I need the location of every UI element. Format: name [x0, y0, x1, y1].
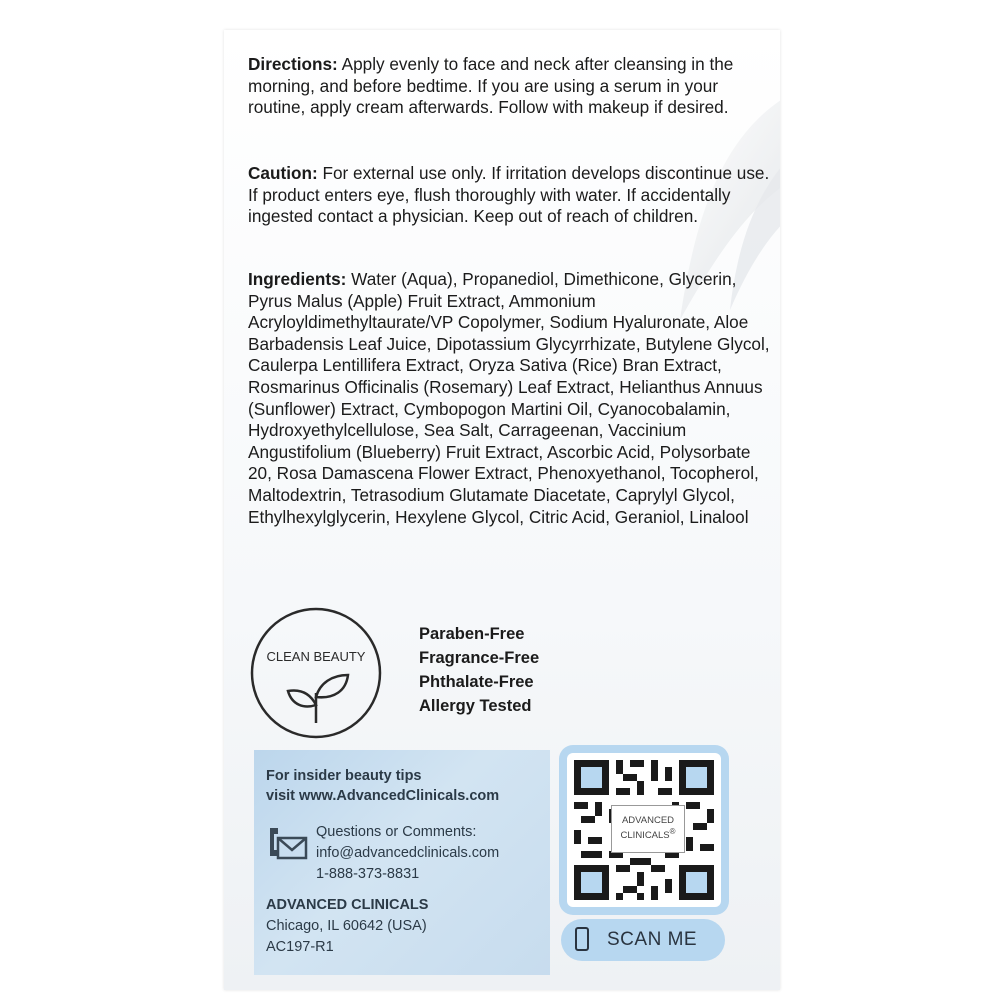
- directions-text: Apply evenly to face and neck after cleansing in the morning, and before bedtime. If you are using a serum in your routine, apply cream afterwards. Follow with makeup if desired.: [248, 54, 734, 118]
- directions-label: Directions:: [248, 54, 338, 74]
- directions-section: [248, 54, 778, 119]
- ingredients-section: [248, 269, 778, 528]
- clean-beauty-badge: [248, 605, 384, 741]
- product-panel: [224, 30, 780, 990]
- qr-code[interactable]: [567, 753, 721, 907]
- qr-code-frame[interactable]: [559, 745, 729, 915]
- claims-list: [419, 622, 539, 718]
- scan-me-button[interactable]: [561, 919, 725, 961]
- claim-fragrance-free: Fragrance-Free: [419, 649, 540, 667]
- caution-section: [248, 163, 778, 228]
- questions-label: Questions or Comments:: [316, 824, 477, 840]
- company-address: Chicago, IL 60642 (USA): [266, 918, 427, 934]
- caution-text: For external use only. If irritation develops discontinue use. If product enters eye, flush thoroughly with water. If accidentally ingested contact a physician. Keep out of reach of children.: [248, 163, 770, 227]
- scan-me-label: SCAN ME: [607, 929, 698, 950]
- badge-text: CLEAN BEAUTY: [266, 649, 366, 664]
- sprout-icon: [248, 605, 384, 741]
- phone-mail-icon: [264, 822, 310, 864]
- tips-line-2: visit www.AdvancedClinicals.com: [266, 788, 500, 804]
- registered-mark: ®: [669, 827, 676, 836]
- claim-paraben-free: Paraben-Free: [419, 625, 525, 643]
- contact-email: info@advancedclinicals.com: [316, 845, 500, 861]
- claim-allergy-tested: Allergy Tested: [419, 697, 532, 715]
- company-name: ADVANCED CLINICALS: [266, 897, 429, 913]
- contact-info-box: [254, 750, 550, 975]
- claim-phthalate-free: Phthalate-Free: [419, 673, 534, 691]
- ingredients-text: Water (Aqua), Propanediol, Dimethicone, Glycerin, Pyrus Malus (Apple) Fruit Extract, Ammonium Acryloyldimethyltaurate/VP Copolymer, Sodium Hyaluronate, Aloe Barbadensis Leaf Juice, Dipotassium Glycyrrhizate, Butylene Glycol, Caulerpa Lentillifera Extract, Oryza Sativa (Rice) Bran Extract, Rosmarinus Officinalis (Rosemary) Leaf Extract, Helianthus Annuus (Sunflower) Extract, Cymbopogon Martini Oil, Cyanocobalamin, Hydroxyethylcellulose, Sea Salt, Carrageenan, Vaccinium Angustifolium (Blueberry) Fruit Extract, Ascorbic Acid, Polysorbate 20, Rosa Damascena Flower Extract, Phenoxyethanol, Tocopherol, Maltodextrin, Tetrasodium Glutamate Diacetate, Caprylyl Glycol, Ethylhexylglycerin, Hexylene Glycol, Citric Acid, Geraniol, Linalool: [248, 269, 770, 527]
- qr-brand-line-2: CLINICALS: [620, 830, 670, 842]
- qr-brand-line-1: ADVANCED: [621, 815, 675, 826]
- caution-label: Caution:: [248, 163, 318, 183]
- product-code: AC197-R1: [266, 939, 334, 955]
- qr-brand-label: [611, 805, 685, 853]
- smartphone-icon: [575, 927, 589, 951]
- tips-line-1: For insider beauty tips: [266, 768, 422, 784]
- ingredients-label: Ingredients:: [248, 269, 347, 289]
- contact-phone: 1-888-373-8831: [316, 866, 420, 882]
